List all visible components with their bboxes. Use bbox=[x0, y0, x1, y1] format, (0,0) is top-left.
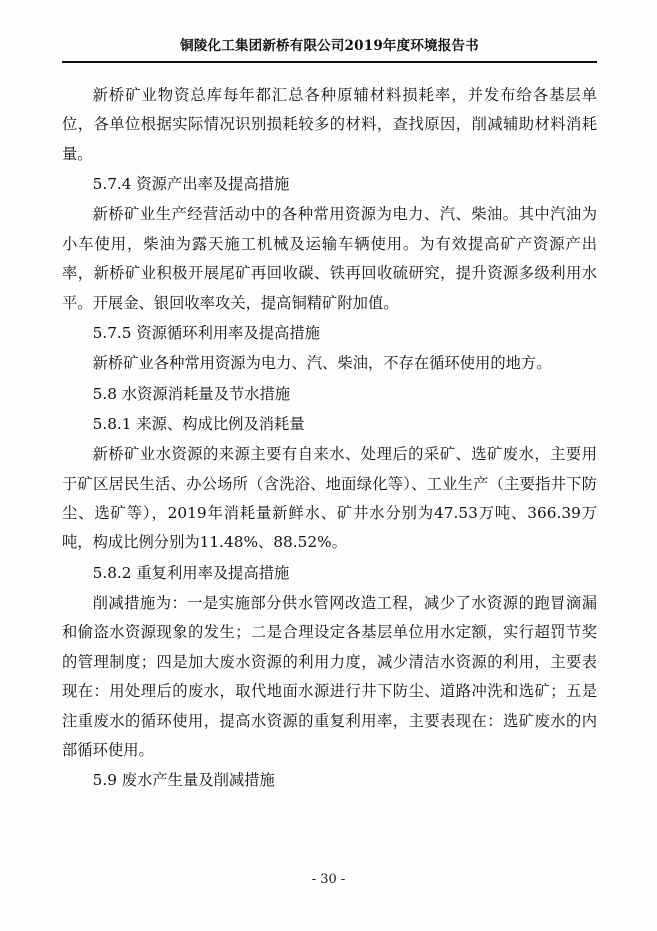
paragraph: 削减措施为：一是实施部分供水管网改造工程，减少了水资源的跑冒滴漏和偷盗水资源现象的发生；二是合理设定各基层单位用水定额，实行超罚节奖的管理制度；四是加大废水资源的利用力度，减少清洁水资源的利用，主要表现在：用处理后的废水，取代地面水源进行井下防尘、道路冲洗和选矿；五是注重废水的循环使用，提高水资源的重复利用率，主要表现在：选矿废水的内部循环使用。 bbox=[62, 594, 597, 759]
page-header-title: 铜陵化工集团新桥有限公司2019年度环境报告书 bbox=[180, 38, 479, 54]
paragraph: 新桥矿业物资总库每年都汇总各种原辅材料损耗率，并发布给各基层单位，各单位根据实际情况识别损耗较多的材料，查找原因，削减辅助材料消耗量。 bbox=[62, 86, 597, 163]
section-heading-major: 5.8 水资源消耗量及节水措施 bbox=[92, 384, 291, 403]
section-heading: 5.7.4 资源产出率及提高措施 bbox=[92, 175, 290, 194]
section-heading: 5.7.5 资源循环利用率及提高措施 bbox=[92, 323, 320, 342]
paragraph: 新桥矿业各种常用资源为电力、汽、柴油，不存在循环使用的地方。 bbox=[92, 354, 552, 373]
section-heading: 5.8.2 重复利用率及提高措施 bbox=[92, 563, 290, 582]
paragraph: 新桥矿业水资源的来源主要有自来水、处理后的采矿、选矿废水，主要用于矿区居民生活、办公场所（含洗浴、地面绿化等）、工业生产（主要指井下防尘、选矿等），2019年消耗量新鲜水、矿井水分别为47.53万吨、366.39万吨，构成比例分别为11.48%、88.52%。 bbox=[62, 445, 597, 552]
paragraph: 新桥矿业生产经营活动中的各种常用资源为电力、汽、柴油。其中汽油为小车使用，柴油为露天施工机械及运输车辆使用。为有效提高矿产资源产出率，新桥矿业积极开展尾矿再回收碳、铁再回收硫研究，提升资源多级利用水平。开展金、银回收率攻关，提高铜精矿附加值。 bbox=[62, 205, 597, 312]
page-number: - 30 - bbox=[311, 872, 346, 887]
section-heading: 5.8.1 来源、构成比例及消耗量 bbox=[92, 414, 305, 433]
document-body bbox=[62, 81, 597, 796]
header-divider bbox=[62, 61, 597, 63]
section-heading-major: 5.9 废水产生量及削减措施 bbox=[92, 771, 275, 790]
